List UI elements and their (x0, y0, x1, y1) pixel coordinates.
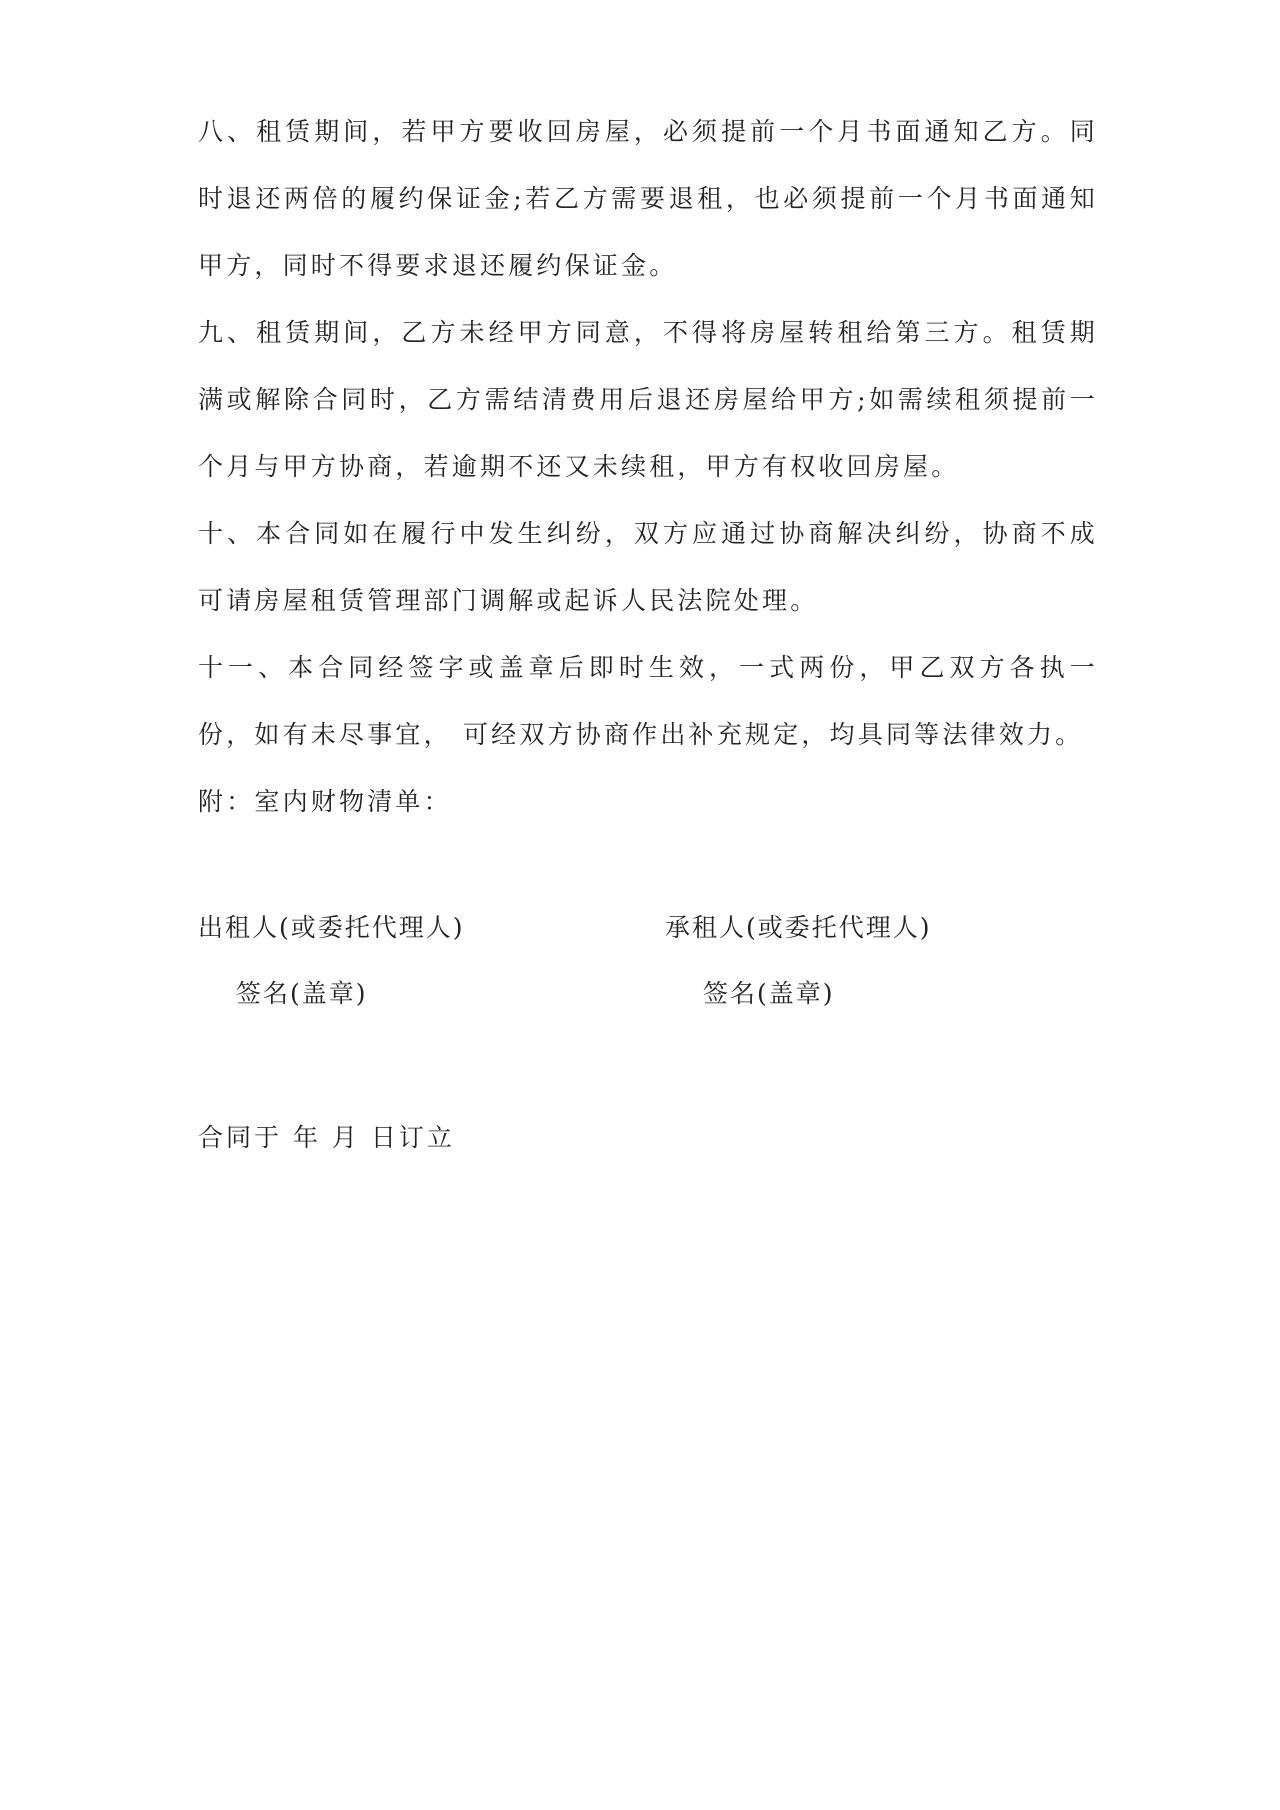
lessor-sign-label: 签名(盖章) (236, 979, 368, 1008)
signature-section (198, 908, 1098, 1048)
lessee-signature-block (665, 908, 932, 1014)
lessor-signature-block (198, 908, 465, 1014)
contract-date-line: 合同于 年 月 日订立 (198, 1123, 455, 1152)
clause-8: 八、租赁期间，若甲方要收回房屋，必须提前一个月书面通知乙方。同时退还两倍的履约保证金;若乙方需要退租，也必须提前一个月书面通知甲方，同时不得要求退还履约保证金。 (198, 117, 1098, 280)
clause-11: 十一、本合同经签字或盖章后即时生效，一式两份，甲乙双方各执一份，如有未尽事宜， 可经双方协商作出补充规定，均具同等法律效力。 (198, 653, 1098, 749)
contract-body (198, 98, 1098, 835)
lessee-title: 承租人(或委托代理人) (665, 913, 932, 942)
lessee-sign-label: 签名(盖章) (703, 979, 835, 1008)
lessor-title: 出租人(或委托代理人) (198, 913, 465, 942)
clause-9: 九、租赁期间，乙方未经甲方同意，不得将房屋转租给第三方。租赁期满或解除合同时，乙方需结清费用后退还房屋给甲方;如需续租须提前一个月与甲方协商，若逾期不还又未续租，甲方有权收回房屋。 (198, 318, 1098, 481)
attachment-label: 附：室内财物清单： (198, 787, 452, 816)
clause-10: 十、本合同如在履行中发生纠纷，双方应通过协商解决纠纷，协商不成可请房屋租赁管理部门调解或起诉人民法院处理。 (198, 519, 1098, 615)
